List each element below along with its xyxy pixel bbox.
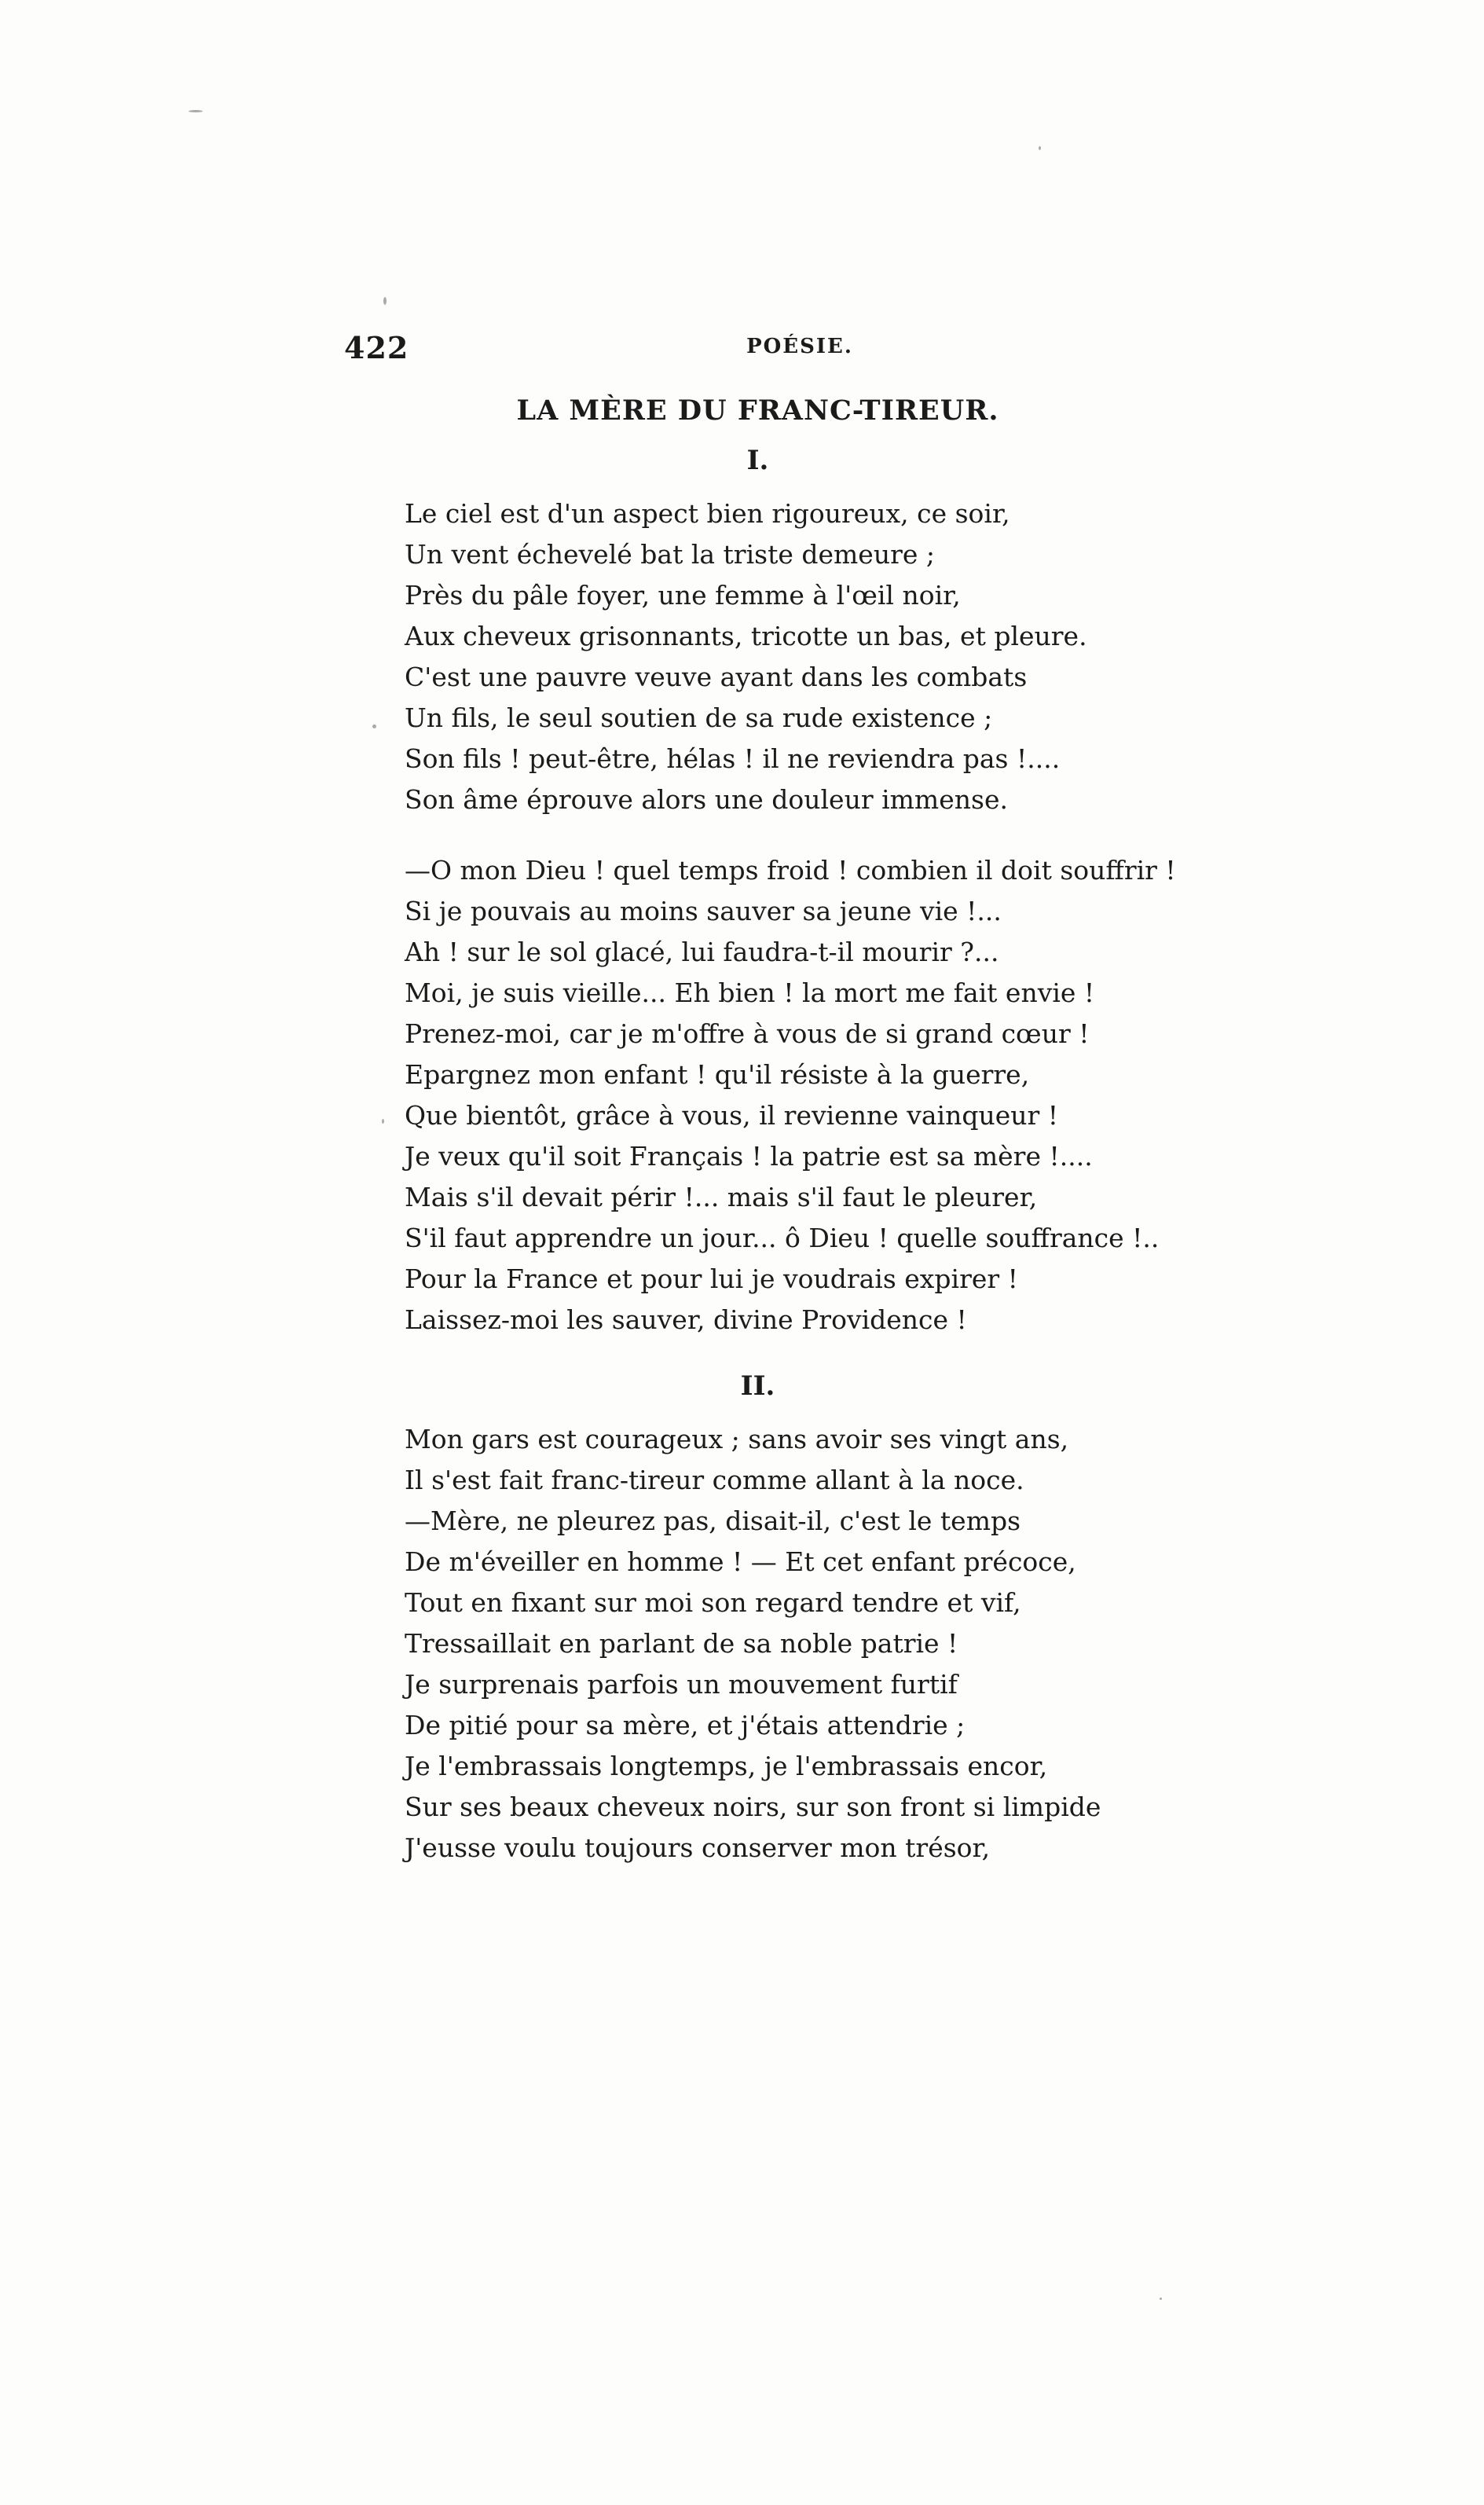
verse-line: Son âme éprouve alors une douleur immense. (405, 784, 1008, 815)
verse-line: Il s'est fait franc-tireur comme allant à la noce. (405, 1465, 1024, 1495)
paper-speck (372, 724, 376, 728)
verse-line: Si je pouvais au moins sauver sa jeune vie !... (405, 896, 1002, 926)
section-number-1: I. (746, 445, 769, 476)
paper-speck (1039, 146, 1041, 150)
verse-line: Tout en fixant sur moi son regard tendre et vif, (405, 1587, 1021, 1618)
running-title: POÉSIE. (746, 335, 853, 358)
verse-line: Mais s'il devait périr !... mais s'il faut le pleurer, (405, 1182, 1038, 1212)
verse-line: —O mon Dieu ! quel temps froid ! combien il doit souffrir ! (405, 855, 1176, 886)
verse-line: Tressaillait en parlant de sa noble patrie ! (405, 1628, 958, 1659)
page-number: 422 (344, 330, 409, 365)
verse-line: Mon gars est courageux ; sans avoir ses vingt ans, (405, 1424, 1069, 1454)
verse-line: Prenez-moi, car je m'offre à vous de si grand cœur ! (405, 1018, 1090, 1049)
verse-line: Je veux qu'il soit Français ! la patrie est sa mère !.... (405, 1141, 1093, 1172)
verse-line: Ah ! sur le sol glacé, lui faudra-t-il mourir ?... (405, 937, 999, 967)
verse-line: Le ciel est d'un aspect bien rigoureux, ce soir, (405, 498, 1010, 529)
poem-title: LA MÈRE DU FRANC-TIREUR. (516, 394, 999, 427)
verse-line: J'eusse voulu toujours conserver mon trésor, (405, 1832, 991, 1863)
verse-line: Un fils, le seul soutien de sa rude existence ; (405, 702, 993, 733)
verse-line: Je l'embrassais longtemps, je l'embrassais encor, (405, 1751, 1048, 1781)
verse-line: Un vent échevelé bat la triste demeure ; (405, 539, 935, 570)
paper-speck (1160, 2298, 1162, 2300)
stanza-1 (405, 493, 1190, 820)
verse-line: Son fils ! peut-être, hélas ! il ne reviendra pas !.... (405, 743, 1061, 774)
verse-line: Laissez-moi les sauver, divine Providence ! (405, 1304, 967, 1335)
verse-line: De m'éveiller en homme ! — Et cet enfant précoce, (405, 1546, 1076, 1577)
running-head (344, 330, 1153, 369)
verse-line: De pitié pour sa mère, et j'étais attendrie ; (405, 1710, 966, 1740)
paper-speck (383, 297, 387, 305)
verse-line: —Mère, ne pleurez pas, disait-il, c'est le temps (405, 1506, 1021, 1536)
paper-speck (189, 110, 203, 112)
verse-line: C'est une pauvre veuve ayant dans les combats (405, 662, 1028, 692)
verse-line: S'il faut apprendre un jour... ô Dieu ! quelle souffrance !.. (405, 1223, 1160, 1253)
paper-speck (382, 1119, 384, 1124)
verse-line: Près du pâle foyer, une femme à l'œil noir, (405, 580, 961, 611)
stanza-2 (405, 850, 1190, 1341)
stanza-3 (405, 1419, 1190, 1869)
verse-line: Que bientôt, grâce à vous, il revienne vainqueur ! (405, 1100, 1059, 1131)
section-number-2: II. (740, 1370, 775, 1402)
verse-line: Sur ses beaux cheveux noirs, sur son front si limpide (405, 1792, 1101, 1822)
verse-line: Epargnez mon enfant ! qu'il résiste à la guerre, (405, 1059, 1030, 1090)
verse-line: Moi, je suis vieille... Eh bien ! la mort me fait envie ! (405, 977, 1095, 1008)
verse-line: Pour la France et pour lui je voudrais expirer ! (405, 1264, 1018, 1294)
verse-line: Aux cheveux grisonnants, tricotte un bas, et pleure. (405, 621, 1087, 651)
verse-line: Je surprenais parfois un mouvement furtif (405, 1669, 958, 1700)
